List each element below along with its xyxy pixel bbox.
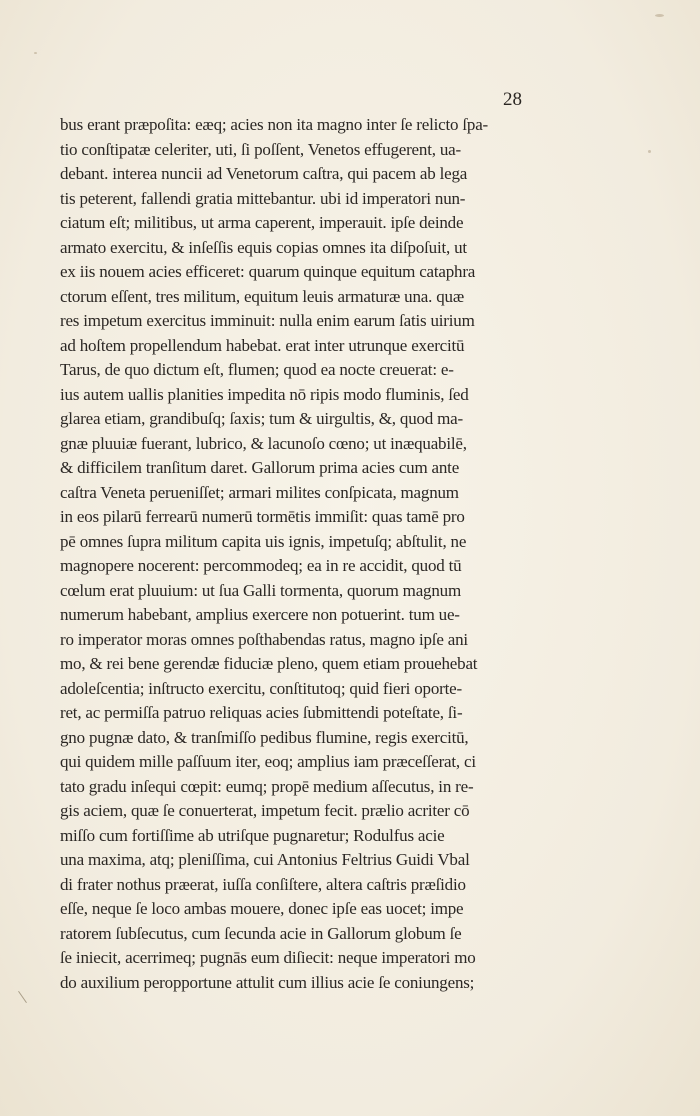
text-line: ret, ac permiſſa patruo reliquas acies ſubmittendi poteſtate, ſi- xyxy=(60,703,463,722)
text-line: caſtra Veneta perueniſſet; armari milites conſpicata, magnum xyxy=(60,482,459,502)
text-line: eſſe, neque ſe loco ambas mouere, donec ipſe eas uocet; impe xyxy=(60,899,464,918)
text-line: in eos pilarū ferrearū numerū tormētis immiſit: quas tamē pro xyxy=(60,507,465,526)
paper-speck xyxy=(648,150,651,153)
text-line: glarea etiam, grandibuſq; ſaxis; tum & uirgultis, &, quod ma- xyxy=(60,409,463,428)
text-line: qui quidem mille paſſuum iter, eoq; amplius iam præceſſerat, ci xyxy=(60,752,476,771)
text-line: ro imperator moras omnes poſthabendas ratus, magno ipſe ani xyxy=(60,629,468,649)
text-line: & difficilem tranſitum daret. Gallorum prima acies cum ante xyxy=(60,458,460,477)
text-line: Tarus, de quo dictum eſt, flumen; quod ea nocte creuerat: e- xyxy=(60,360,454,379)
text-line: numerum habebant, amplius exercere non potuerint. tum ue- xyxy=(60,605,460,624)
text-line: una maxima, atq; pleniſſima, cui Antonius Feltrius Guidi Vbal xyxy=(60,850,470,869)
paper-speck xyxy=(34,52,37,54)
body-text xyxy=(60,113,570,995)
text-line: cœlum erat pluuium: ut ſua Galli tormenta, quorum magnum xyxy=(60,580,461,600)
text-line: debant. interea nuncii ad Venetorum caſtra, qui pacem ab lega xyxy=(60,164,468,183)
text-line: ex iis nouem acies efficeret: quarum quinque equitum cataphra xyxy=(60,262,476,281)
text-line: res impetum exercitus imminuit: nulla enim earum ſatis uirium xyxy=(60,311,475,330)
text-line: bus erant præpoſita: eæq; acies non ita magno inter ſe relicto ſpa- xyxy=(60,115,488,134)
text-line: ciatum eſt; militibus, ut arma caperent, imperauit. ipſe deinde xyxy=(60,213,464,232)
text-line: gnæ pluuiæ fuerant, lubrico, & lacunoſo cœno; ut inæquabilē, xyxy=(60,433,467,453)
paper-speck xyxy=(655,14,664,17)
page-number: 28 xyxy=(503,89,522,110)
text-line: ſe iniecit, acerrimeq; pugnās eum diſiecit: neque imperatori mo xyxy=(60,948,476,967)
text-line: tato gradu inſequi cœpit: eumq; propē medium aſſecutus, in re- xyxy=(60,776,474,796)
text-line: ctorum eſſent, tres militum, equitum leuis armaturæ una. quæ xyxy=(60,286,464,306)
text-line: gis aciem, quæ ſe conuerterat, impetum fecit. prælio acriter cō xyxy=(60,801,470,820)
text-line: miſſo cum fortiſſime ab utriſque pugnaretur; Rodulfus acie xyxy=(60,825,445,845)
text-line: mo, & rei bene gerendæ fiduciæ pleno, quem etiam prouehebat xyxy=(60,654,478,673)
text-line: do auxilium peropportune attulit cum illius acie ſe coniungens; xyxy=(60,972,475,992)
text-line: ad hoſtem propellendum habebat. erat inter utrunque exercitū xyxy=(60,335,465,355)
text-line: armato exercitu, & inſeſſis equis copias omnes ita diſpoſuit, ut xyxy=(60,237,467,257)
text-line: tio conſtipatæ celeriter, uti, ſi poſſent, Venetos effugerent, ua- xyxy=(60,139,461,159)
text-line: gno pugnæ dato, & tranſmiſſo pedibus flumine, regis exercitū, xyxy=(60,727,469,747)
text-line: ius autem uallis planities impedita nō ripis modo fluminis, ſed xyxy=(60,384,469,404)
text-line: di frater nothus præerat, iuſſa conſiſtere, altera caſtris præſidio xyxy=(60,874,466,894)
text-line: tis peterent, fallendi gratia mittebantur. ubi id imperatori nun- xyxy=(60,188,466,208)
paper-mark xyxy=(18,991,27,1003)
text-line: adoleſcentia; inſtructo exercitu, conſtitutoq; quid fieri oporte- xyxy=(60,678,462,698)
text-line: pē omnes ſupra militum capita uis ignis, impetuſq; abſtulit, ne xyxy=(60,531,467,551)
text-line: ratorem ſubſecutus, cum ſecunda acie in Gallorum globum ſe xyxy=(60,923,462,943)
text-line: magnopere nocerent: percommodeq; ea in re accidit, quod tū xyxy=(60,556,462,575)
